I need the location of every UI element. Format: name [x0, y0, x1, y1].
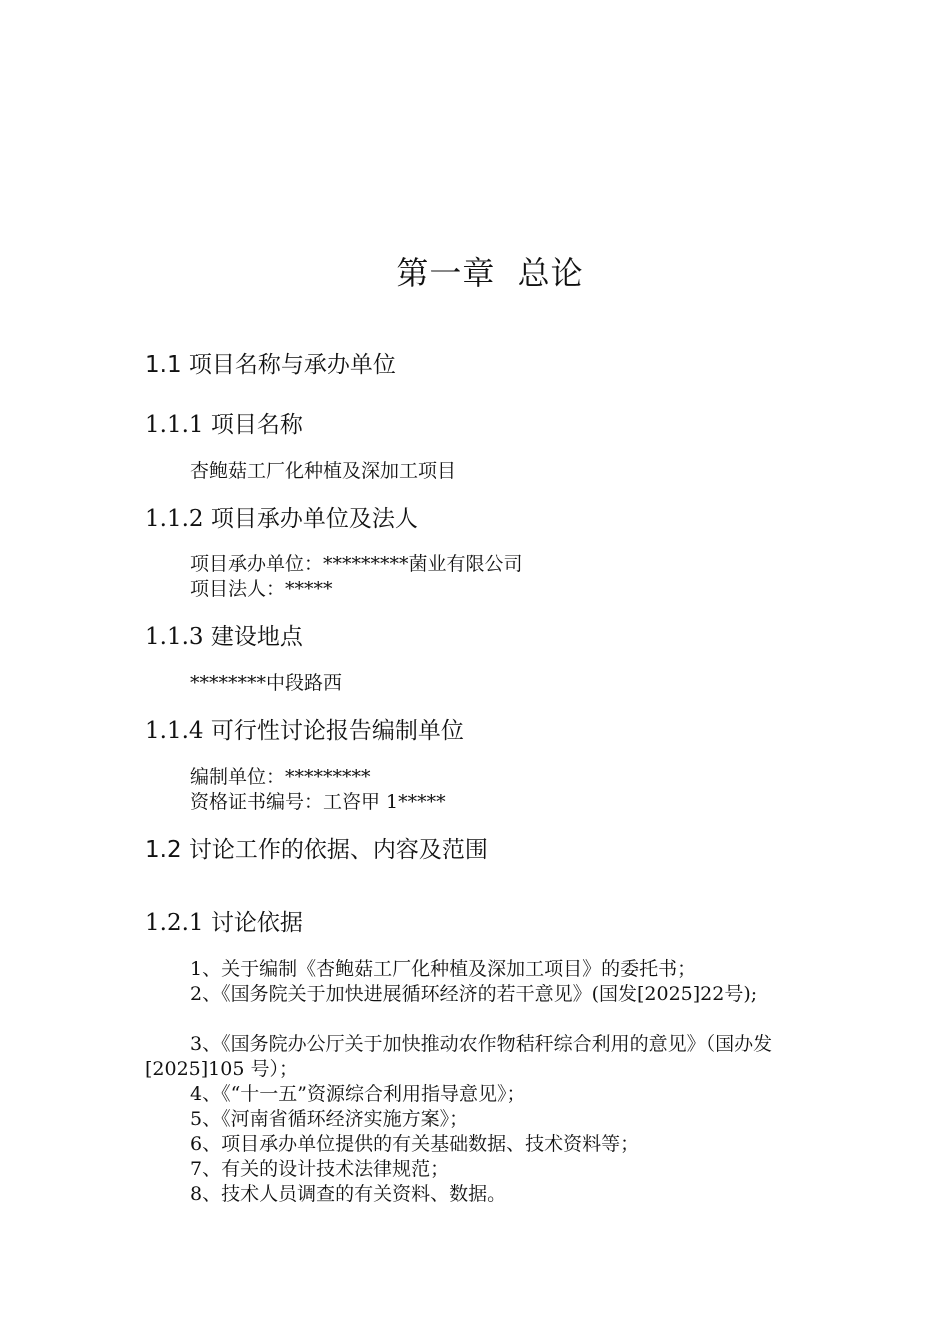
subsection-heading-1-1-2: 1.1.2 项目承办单位及法人: [145, 506, 418, 532]
reference-item: 2、《国务院关于加快进展循环经济的若干意见》(国发[2025]22号);: [190, 983, 758, 1005]
reference-item: 8、技术人员调查的有关资料、数据。: [190, 1183, 507, 1205]
project-name-text: 杏鲍菇工厂化种植及深加工项目: [190, 460, 457, 482]
reference-item: 6、项目承办单位提供的有关基础数据、技术资料等；: [190, 1133, 640, 1155]
reference-item: 3、《国务院办公厅关于加快推动农作物秸秆综合利用的意见》（国办发[2025]105 号）；: [145, 1033, 773, 1080]
compiler-unit-text: 编制单位：*********: [190, 766, 371, 788]
subsection-heading-1-2-1: 1.2.1 讨论依据: [145, 910, 303, 936]
section-heading-1-1: 1.1 项目名称与承办单位: [145, 352, 396, 378]
section-heading-1-2: 1.2 讨论工作的依据、内容及范围: [145, 837, 488, 863]
certificate-text: 资格证书编号：工咨甲 1*****: [190, 791, 446, 813]
reference-item: 4、《“十一五”资源综合利用指导意见》；: [190, 1083, 526, 1105]
subsection-heading-1-1-1: 1.1.1 项目名称: [145, 412, 303, 438]
subsection-heading-1-1-3: 1.1.3 建设地点: [145, 624, 303, 650]
project-legal-text: 项目法人：*****: [190, 578, 333, 600]
reference-item: 1、关于编制《杏鲍菇工厂化种植及深加工项目》的委托书；: [190, 958, 697, 980]
reference-item: 5、《河南省循环经济实施方案》；: [190, 1108, 469, 1130]
chapter-title: 第一章 总论: [396, 254, 584, 292]
location-text: ********中段路西: [190, 672, 343, 694]
reference-item: 7、有关的设计技术法律规范；: [190, 1158, 450, 1180]
subsection-heading-1-1-4: 1.1.4 可行性讨论报告编制单位: [145, 718, 464, 744]
project-unit-text: 项目承办单位：*********菌业有限公司: [190, 553, 523, 575]
